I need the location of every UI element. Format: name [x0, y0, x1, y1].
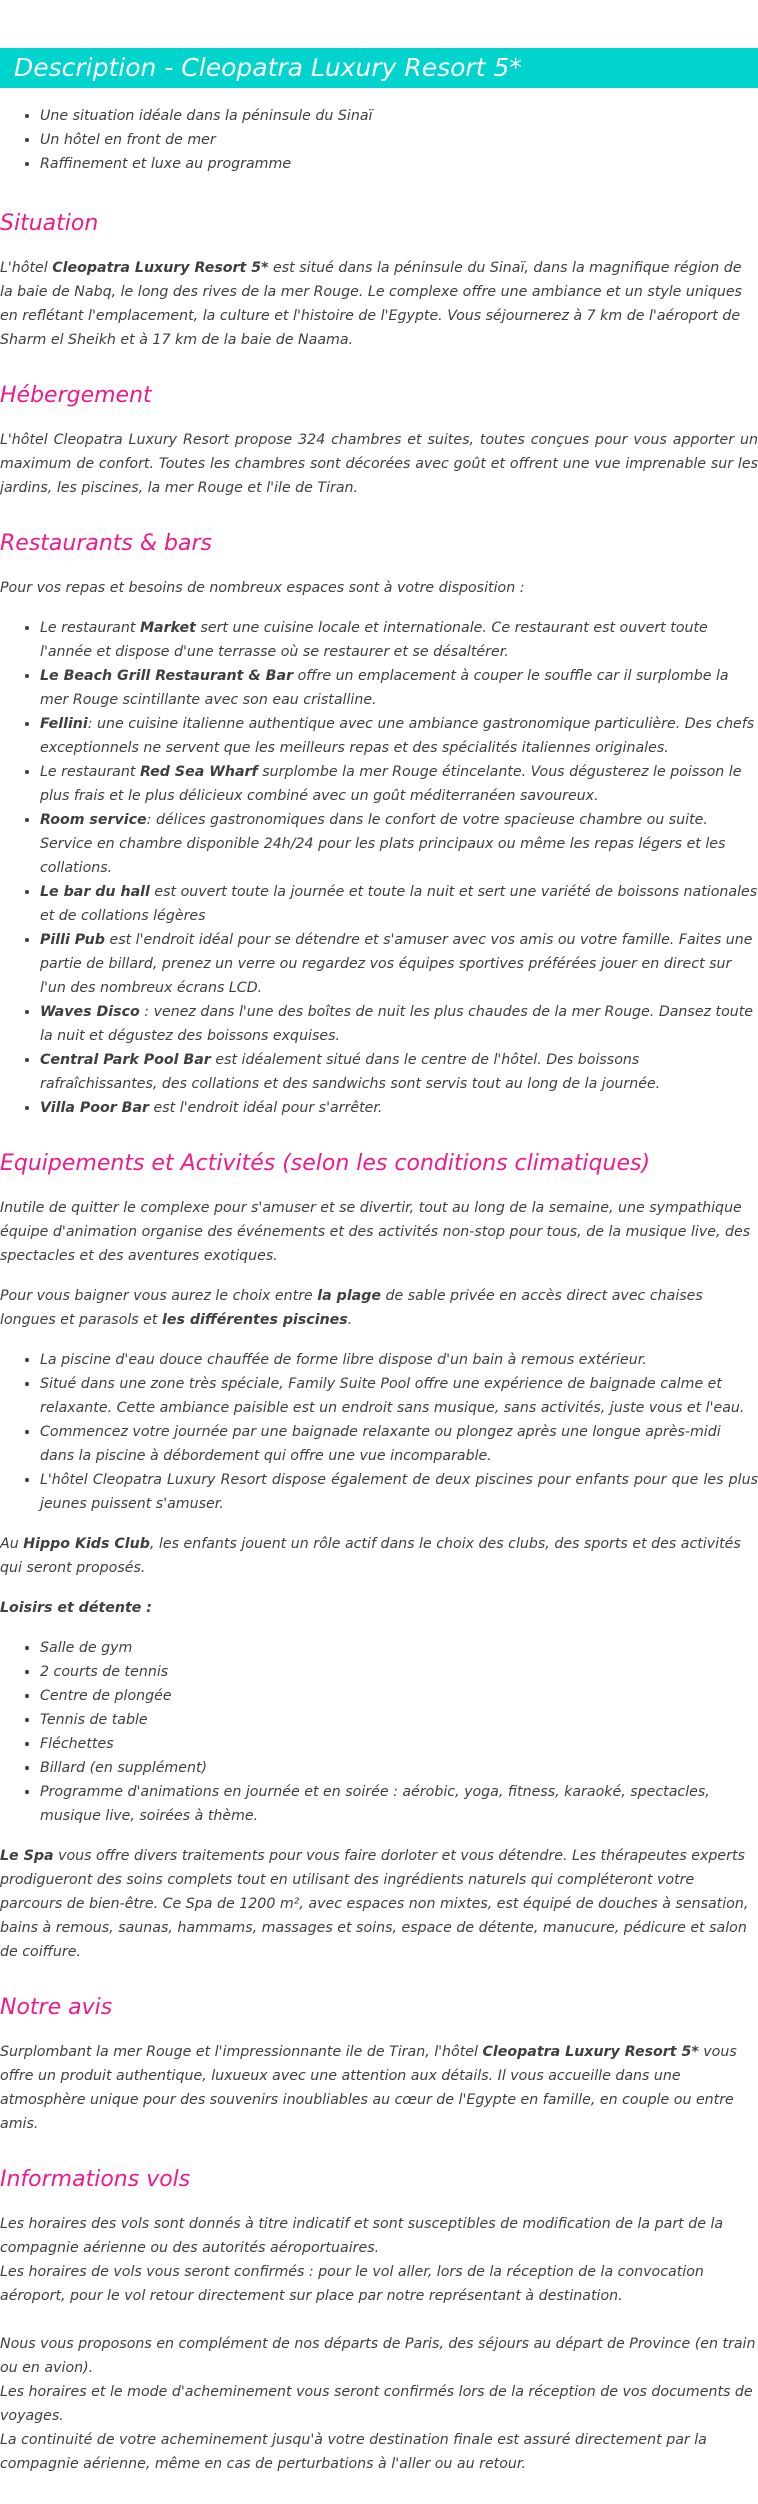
list-item — [40, 760, 758, 808]
baignade-text — [0, 1284, 758, 1332]
list-item: • Centre de plongée — [40, 1684, 758, 1708]
spacer — [0, 2308, 758, 2332]
restaurants-list — [0, 616, 758, 1120]
text-span: offre un emplacement à couper le souffle car il surplombe la mer Rouge scintillante avec son eau cristalline. — [40, 668, 729, 708]
list-item: • La piscine d'eau douce chauffée de forme libre dispose d'un bain à remous extérieur. — [40, 1348, 758, 1372]
venue-name: Fellini — [40, 716, 88, 732]
text-span: est l'endroit idéal pour s'arrêter. — [149, 1100, 383, 1116]
text-span: , les enfants jouent un rôle actif dans le choix des clubs, des sports et des activités qui seront proposés. — [0, 1536, 741, 1576]
text-span: est l'endroit idéal pour se détendre et s'amuser avec vos amis ou votre famille. Faites une partie de billard, prenez un verre ou regardez vos équipes sportives préférées jouer en direct sur l'un des nombreux écrans LCD. — [40, 932, 753, 996]
description-banner — [0, 48, 758, 88]
restaurants-intro: Pour vos repas et besoins de nombreux espaces sont à votre disposition : — [0, 580, 525, 596]
pools-label: les différentes piscines — [162, 1312, 348, 1328]
hotel-name: Cleopatra Luxury Resort 5* — [482, 2044, 699, 2060]
text-span: L'hôtel — [0, 260, 53, 276]
hebergement-heading: Hébergement — [0, 383, 152, 408]
list-item: • Une situation idéale dans la péninsule du Sinaï — [40, 104, 758, 128]
avis-text — [0, 2040, 758, 2136]
text-span: : délices gastronomiques dans le confort de votre spacieuse chambre ou suite. Service en chambre disponible 24h/24 pour les plats principaux ou même les repas légers et les collations. — [40, 812, 726, 876]
intro-list — [0, 104, 758, 176]
venue-name: Villa Poor Bar — [40, 1100, 150, 1116]
text-span: surplombe la mer Rouge étincelante. Vous dégusterez le poisson le plus frais et le plus délicieux combiné avec un goût méditerranéen savoureux. — [40, 764, 742, 804]
list-item: • Programme d'animations en journée et en soirée : aérobic, yoga, fitness, karaoké, spectacles, musique live, soirées à thème. — [40, 1780, 758, 1828]
hebergement-text: L'hôtel Cleopatra Luxury Resort propose 324 chambres et suites, toutes conçues pour vous apporter un maximum de confort. Toutes les chambres sont décorées avec goût et offrent une vue imprenable sur les jardins, les piscines, la mer Rouge et l'ile de Tiran. — [0, 432, 758, 496]
text-span: . — [347, 1312, 353, 1328]
list-item — [40, 1096, 758, 1120]
spa-name: Le Spa — [0, 1848, 54, 1864]
vols-heading: Informations vols — [0, 2167, 191, 2192]
situation-text — [0, 256, 758, 352]
situation-heading: Situation — [0, 211, 99, 236]
loisirs-label — [0, 1596, 758, 1620]
kids-club-name: Hippo Kids Club — [23, 1536, 150, 1552]
list-item: • L'hôtel Cleopatra Luxury Resort dispose également de deux piscines pour enfants pour que les plus jeunes puissent s'amuser. — [40, 1468, 758, 1516]
vols-line: Nous vous proposons en complément de nos départs de Paris, des séjours au départ de Province (en train ou en avion). — [0, 2336, 756, 2376]
text-span: est ouvert toute la journée et toute la nuit et sert une variété de boissons nationales et de collations légères — [40, 884, 758, 924]
text-span: est idéalement situé dans le centre de l'hôtel. Des boissons rafraîchissantes, des collations et des sandwichs sont servis tout au long de la journée. — [40, 1052, 661, 1092]
list-item: • Fléchettes — [40, 1732, 758, 1756]
list-item: • Un hôtel en front de mer — [40, 128, 758, 152]
list-item: • Salle de gym — [40, 1636, 758, 1660]
venue-name: Pilli Pub — [40, 932, 105, 948]
text-span: vous offre un produit authentique, luxueux avec une attention aux détails. Il vous accueille dans une atmosphère unique pour des souvenirs inoubliables au cœur de l'Egypte en famille, en couple ou entre amis. — [0, 2044, 737, 2132]
equipements-heading: Equipements et Activités (selon les conditions climatiques) — [0, 1151, 651, 1176]
venue-name: Red Sea Wharf — [139, 764, 258, 780]
list-item — [40, 808, 758, 880]
hebergement-section — [0, 380, 758, 500]
list-item: • Situé dans une zone très spéciale, Family Suite Pool offre une expérience de baignade calme et relaxante. Cette ambiance paisible est un endroit sans musique, sans activités, juste vous et l'eau. — [40, 1372, 758, 1420]
text-span: Au — [0, 1536, 24, 1552]
vols-line: Les horaires des vols sont donnés à titre indicatif et sont susceptibles de modification de la part de la compagnie aérienne ou des autorités aéroportuaires. — [0, 2216, 724, 2256]
text-span: : une cuisine italienne authentique avec une ambiance gastronomique particulière. Des chefs exceptionnels ne servent que les meilleurs repas et des spécialités italiennes originales. — [40, 716, 755, 756]
venue-name: Room service — [40, 812, 147, 828]
list-item — [40, 616, 758, 664]
list-item — [40, 1048, 758, 1096]
kids-club-text — [0, 1532, 758, 1580]
avis-section — [0, 1992, 758, 2136]
list-item: • Commencez votre journée par une baignade relaxante ou plongez après une longue après-midi dans la piscine à débordement qui offre une vue incomparable. — [40, 1420, 758, 1468]
text-span: Surplombant la mer Rouge et l'impressionnante ile de Tiran, l'hôtel — [0, 2044, 483, 2060]
list-item — [40, 1000, 758, 1048]
text-span: Pour vous baigner vous aurez le choix entre — [0, 1288, 318, 1304]
loisirs-list — [0, 1636, 758, 1828]
text-span: vous offre divers traitements pour vous faire dorloter et vous détendre. Les thérapeutes experts prodigueront des soins complets tout en utilisant des ingrédients naturels qui compléteront votre parcours de bien-être. Ce Spa de 1200 m², avec espaces non mixtes, est équipé de douches à sensation, bains à remous, saunas, hammams, massages et soins, espace de détente, manucure, pédicure et salon de coiffure. — [0, 1848, 749, 1960]
restaurants-section — [0, 528, 758, 1120]
list-item — [40, 664, 758, 712]
spa-text — [0, 1844, 758, 1964]
venue-name: Waves Disco — [40, 1004, 140, 1020]
list-item: • Tennis de table — [40, 1708, 758, 1732]
list-item: • Raffinement et luxe au programme — [40, 152, 758, 176]
text-span: de sable privée en accès direct avec chaises longues et parasols et — [0, 1288, 703, 1328]
hotel-name: Cleopatra Luxury Resort 5* — [52, 260, 269, 276]
list-item — [40, 880, 758, 928]
text-span: : venez dans l'une des boîtes de nuit les plus chaudes de la mer Rouge. Dansez toute la nuit et dégustez des boissons exquises. — [40, 1004, 754, 1044]
restaurants-heading: Restaurants & bars — [0, 531, 212, 556]
venue-name: Le Beach Grill Restaurant & Bar — [40, 668, 294, 684]
list-item — [40, 712, 758, 760]
equipements-section — [0, 1148, 758, 1964]
text-span: Le restaurant — [40, 620, 140, 636]
text-span: est situé dans la péninsule du Sinaï, dans la magnifique région de la baie de Nabq, le long des rives de la mer Rouge. Le complexe offre une ambiance et un style uniques en reflétant l'emplacement, la culture et l'histoire de l'Egypte. Vous séjournerez à 7 km de l'aéroport de Sharm el Sheikh et à 17 km de la baie de Naama. — [0, 260, 742, 348]
venue-name: Le bar du hall — [40, 884, 150, 900]
loisirs-title: Loisirs et détente : — [0, 1600, 152, 1616]
text-span: sert une cuisine locale et internationale. Ce restaurant est ouvert toute l'année et dispose d'une terrasse où se restaurer et se désaltérer. — [40, 620, 708, 660]
list-item: • Billard (en supplément) — [40, 1756, 758, 1780]
equipements-text: Inutile de quitter le complexe pour s'amuser et se divertir, tout au long de la semaine, une sympathique équipe d'animation organise des événements et des activités non-stop pour tous, de la musique live, des spectacles et des aventures exotiques. — [0, 1200, 751, 1264]
text-span: Le restaurant — [40, 764, 140, 780]
pools-list — [0, 1348, 758, 1516]
list-item — [40, 928, 758, 1000]
list-item: • 2 courts de tennis — [40, 1660, 758, 1684]
venue-name: Central Park Pool Bar — [40, 1052, 211, 1068]
banner-title: Description - Cleopatra Luxury Resort 5* — [14, 53, 522, 82]
vols-line: La continuité de votre acheminement jusqu'à votre destination finale est assuré directement par la compagnie aérienne, même en cas de perturbations à l'aller ou au retour. — [0, 2432, 707, 2472]
vols-line: Les horaires de vols vous seront confirmés : pour le vol aller, lors de la réception de la convocation aéroport, pour le vol retour directement sur place par notre représentant à destination. — [0, 2264, 704, 2304]
beach-label: la plage — [317, 1288, 382, 1304]
venue-name: Market — [139, 620, 196, 636]
vols-section — [0, 2164, 758, 2476]
vols-line: Les horaires et le mode d'acheminement vous seront confirmés lors de la réception de vos documents de voyages. — [0, 2384, 753, 2424]
avis-heading: Notre avis — [0, 1995, 113, 2020]
situation-section — [0, 208, 758, 352]
